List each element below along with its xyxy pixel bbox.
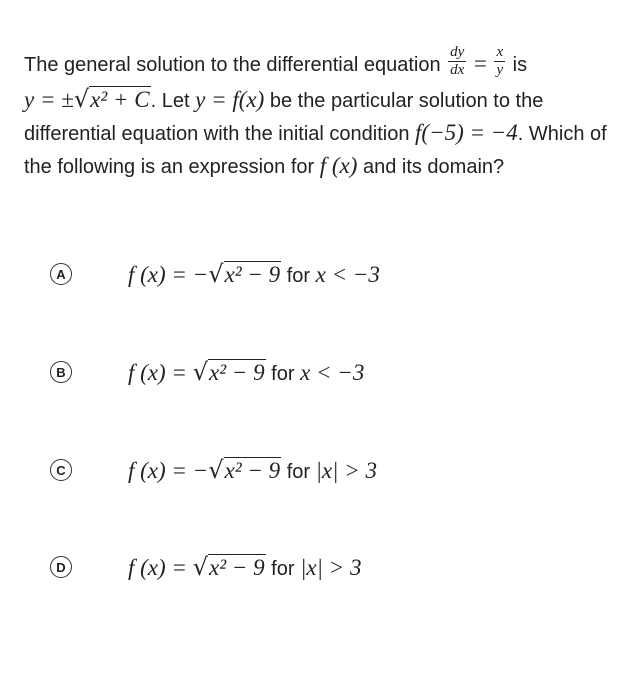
equals-sign: = [473, 51, 487, 76]
choice-for: for [271, 558, 295, 580]
derivative-denominator: dx [450, 62, 465, 79]
choice-lhs: f (x) = − [128, 458, 209, 483]
choice-expression-a [128, 260, 380, 288]
choice-for: for [286, 265, 311, 287]
choice-a[interactable] [50, 254, 610, 294]
choice-lhs: f (x) = − [128, 262, 209, 287]
sqrt-symbol: √ [192, 358, 208, 386]
question-let: . Let [150, 90, 190, 113]
choice-letter-c[interactable]: C [50, 459, 72, 481]
derivative-numerator: dy [450, 44, 465, 61]
sqrt-symbol: √ [208, 260, 224, 288]
general-solution-radicand: x² + C [90, 87, 150, 113]
ratio-fraction [494, 44, 505, 79]
question-text [24, 44, 614, 183]
choice-expression-b [128, 358, 364, 386]
choice-expression-c [128, 456, 377, 484]
choice-domain: x < −3 [300, 360, 365, 385]
choice-c[interactable] [50, 450, 610, 490]
initial-condition: f(−5) = −4 [415, 120, 518, 146]
choice-expression-d [128, 553, 361, 581]
choice-letter-b[interactable]: B [50, 361, 72, 383]
choice-lhs: f (x) = [128, 555, 193, 580]
question-is: is [512, 54, 528, 76]
choice-radicand: x² − 9 [224, 262, 281, 287]
derivative-fraction [448, 44, 466, 79]
function-notation: f (x) [319, 153, 358, 179]
sqrt-symbol: √ [192, 553, 208, 581]
sqrt-symbol: √ [73, 85, 90, 114]
choice-radicand: x² − 9 [208, 360, 265, 385]
choice-domain: |x| > 3 [315, 458, 377, 483]
choice-radicand: x² − 9 [208, 555, 265, 580]
general-solution [24, 83, 151, 117]
sqrt-symbol: √ [208, 456, 224, 484]
choice-lhs: f (x) = [128, 360, 193, 385]
choice-radicand: x² − 9 [224, 458, 281, 483]
question-which: . Which of the following is an expression for [24, 123, 607, 179]
choice-letter-a[interactable]: A [50, 263, 72, 285]
question-mid: be the particular solution to the differential equation with the initial condition [24, 90, 544, 146]
choice-d[interactable] [50, 547, 610, 587]
ratio-numerator: x [496, 44, 504, 61]
general-solution-lhs: y = ± [24, 87, 74, 113]
choice-domain: x < −3 [315, 262, 380, 287]
choice-b[interactable] [50, 352, 610, 392]
question-end: and its domain? [362, 156, 505, 179]
choice-for: for [286, 461, 311, 483]
ratio-denominator: y [496, 62, 504, 79]
choice-for: for [271, 363, 295, 385]
choice-domain: |x| > 3 [300, 555, 362, 580]
question-intro: The general solution to the differential equation [24, 54, 441, 76]
choice-letter-d[interactable]: D [50, 556, 72, 578]
particular-solution-def: y = f(x) [195, 87, 265, 113]
